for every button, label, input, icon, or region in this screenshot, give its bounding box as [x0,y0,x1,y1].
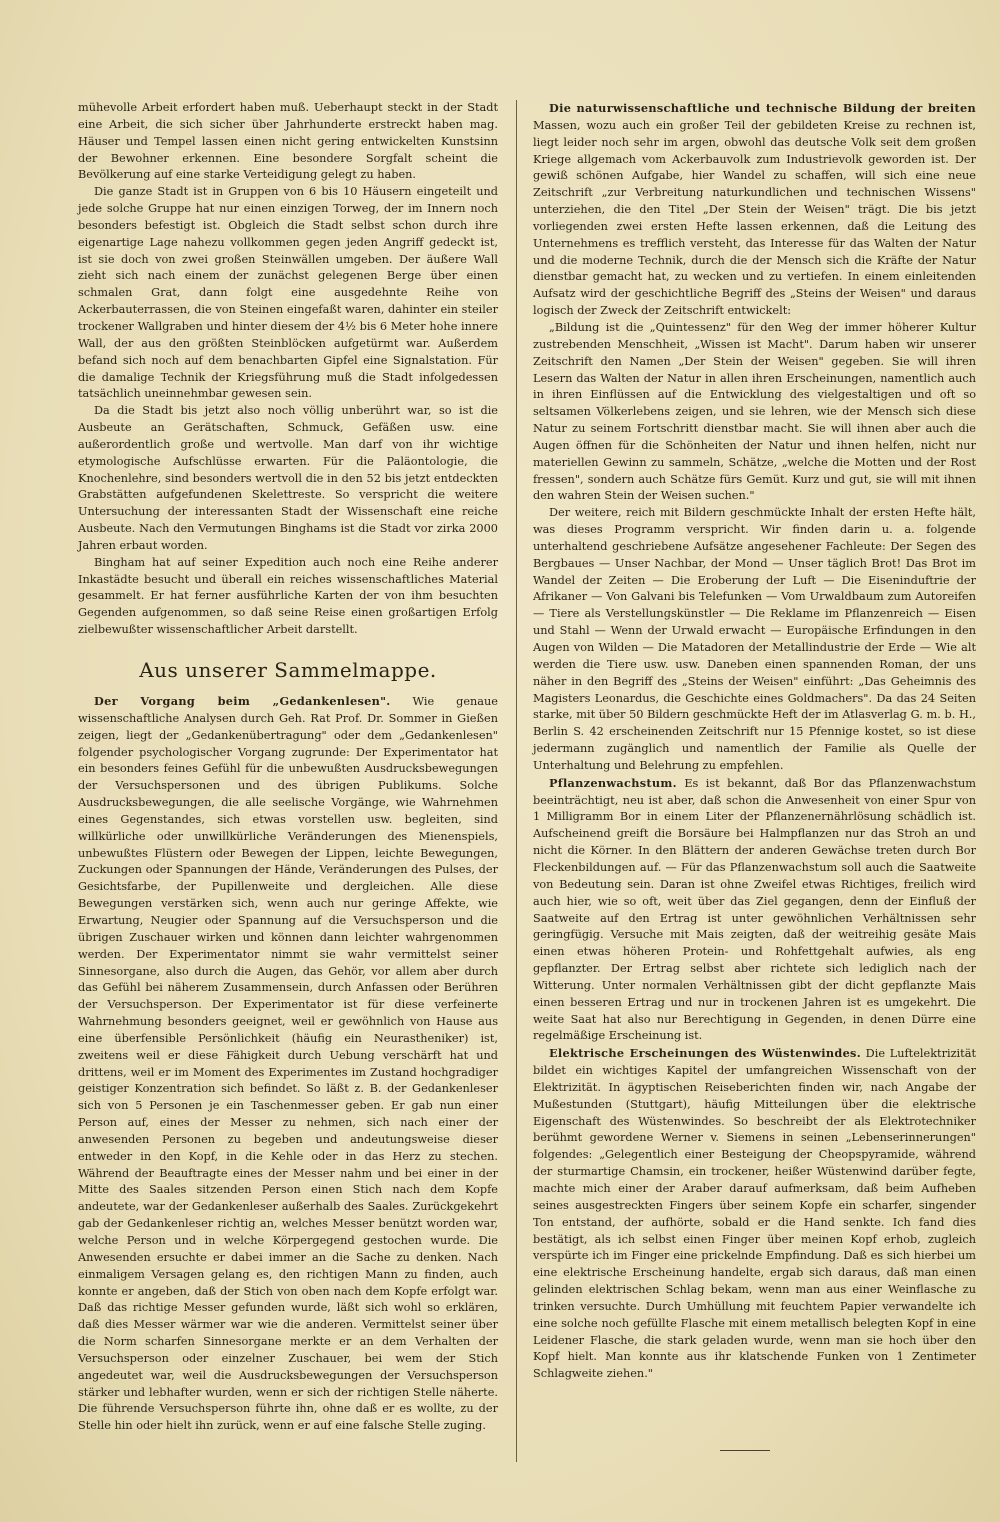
article-lead: Elektrische Erscheinungen des Wüstenwindes. [549,1046,861,1061]
body-paragraph: mühevolle Arbeit erfordert haben muß. Ueberhaupt steckt in der Stadt eine Arbeit, die sich sicher über Jahrhunderte erstreckt haben mag. Häuser und Tempel lassen einen nicht gering entwickelten Kunstsinn der Bewohner erkennen. Eine besondere Sorgfalt scheint die Bevölkerung auf eine starke Verteidigung gelegt zu haben. [78,101,498,182]
left-column [78,100,498,1435]
body-paragraph: Die ganze Stadt ist in Gruppen von 6 bis 10 Häusern eingeteilt und jede solche Gruppe hat nur einen einzigen Torweg, der im Innern noch besonders befestigt ist. Obgleich die Stadt selbst schon durch ihre eigenartige Lage nahezu vollkommen gegen jeden Angriff gedeckt ist, ist sie doch von zwei großen Steinwällen umgeben. Der äußere Wall zieht sich nach einem der zunächst gelegenen Berge über einen schmalen Grat, dann folgt eine ausgedehnte Reihe von Ackerbauterrassen, die von Steinen eingefaßt waren, dahinter ein steiler trockener Wallgraben und hinter diesem der 4½ bis 6 Meter hohe innere Wall, der aus den größten Steinblöcken aufgetürmt war. Außerdem befand sich noch auf dem benachbarten Gipfel eine Signalstation. Für die damalige Technik der Kriegsführung muß die Stadt infolgedessen tatsächlich uneinnehmbar gewesen sein. [78,185,498,401]
article-lead: Der Vorgang beim „Gedankenlesen". [94,694,391,708]
body-paragraph: Der weitere, reich mit Bildern geschmückte Inhalt der ersten Hefte hält, was dieses Programm verspricht. Wir finden darin u. a. folgende unterhaltend geschriebene Aufsätze angesehener Fachleute: Der Segen des Bergbaues — Unser Nachbar, der Mond — Unser täglich Brot! Das Brot im Wandel der Zeiten — Die Eroberung der Luft — Die Eiseninduftrie der Afrikaner — Von Galvani bis Telefunken — Vom Urwaldbaum zum Autoreifen — Tiere als Verstellungskünstler — Die Reklame im Pflanzenreich — Eisen und Stahl — Wenn der Urwald erwacht — Europäische Erfindungen in den Augen von Wilden — Die Matadoren der Metallindustrie der Erde — Wie alt werden die Tiere usw. usw. Daneben einen spannenden Roman, der uns näher in den Begriff des „Steins der Weisen" einführt: „Das Geheimnis des Magisters Leonardus, die Geschichte eines Goldmachers". Da das 24 Seiten starke, mit über 50 Bildern geschmückte Heft der im Atlasverlag G. m. b. H., Berlin S. 42 erscheinenden Zeitschrift nur 15 Pfennige kostet, so ist diese jedermann zugänglich und namentlich der Familie als Quelle der Unterhaltung und Belehrung zu empfehlen. [533,506,976,772]
article-lead: Die naturwissenschaftliche und technische Bildung der breiten [549,101,976,115]
article-paragraph [78,693,498,1435]
article-paragraph [533,100,976,320]
article-lead: Pflanzenwachstum. [549,775,677,790]
article-text: Es ist bekannt, daß Bor das Pflanzenwachstum beeinträchtigt, neu ist aber, daß schon die Anwesenheit von einer Spur von 1 Milligramm Bor in einem Liter der Pflanzenernährlösung schädlich ist. Aufscheinend greift die Borsäure bei Halmpflanzen nur das Stroh an und nicht die Körner. In den Blättern der anderen Gewächse treten durch Bor Fleckenbildungen auf. — Für das Pflanzenwachstum soll auch die Saatweite von Bedeutung sein. Daran ist ohne Zweifel etwas Richtiges, freilich wird auch hier, wie so oft, weit über das Ziel gegangen, denn der Einfluß der Saatweite auf den Ertrag ist unter gewöhnlichen Verhältnissen sehr geringfügig. Versuche mit Mais zeigten, daß der weitreihig gesäte Mais einen etwas höheren Protein- und Rohfettgehalt aufwies, als eng gepflanzter. Der Ertrag selbst aber richtete sich lediglich nach der Witterung. Unter normalen Verhältnissen gibt der dicht gepflanzte Mais einen besseren Ertrag und nur in trockenen Jahren ist es umgekehrt. Die weite Saat hat also nur Berechtigung in Gegenden, in denen Dürre eine regelmäßige Erscheinung ist. [533,776,976,1043]
article-text: Wie genaue wissenschaftliche Analysen durch Geh. Rat Prof. Dr. Sommer in Gießen zeigen, liegt der „Gedankenübertragung" oder dem „Gedankenlesen" folgender psychologischer Vorgang zugrunde: Der Experimentator hat ein besonders feines Gefühl für die unbewußten Ausdrucksbewegungen der Versuchspersonen und des übrigen Publikums. Solche Ausdrucksbewegungen, die alle seelische Vorgänge, wie Wahrnehmen eines Gegenstandes, sich etwas vorstellen usw. begleiten, sind willkürliche oder unwillkürliche Veränderungen des Mienenspiels, unbewußtes Flüstern oder Bewegen der Lippen, leichte Bewegungen, Zuckungen oder Spannungen der Hände, Veränderungen des Pulses, der Gesichtsfarbe, der Pupillenweite und dergleichen. Alle diese Bewegungen verstärken sich, wenn auch nur geringe Affekte, wie Erwartung, Neugier oder Spannung auf die Versuchsperson und die übrigen Zuschauer wirken und können dann leichter wahrgenommen werden. Der Experimentator nimmt sie wahr vermittelst seiner Sinnesorgane, also durch die Augen, das Gehör, vor allem aber durch das Gefühl bei näherem Zusammensein, durch Anfassen oder Berühren der Versuchsperson. Der Experimentator ist für diese verfeinerte Wahrnehmung besonders geeignet, weil er gewöhnlich von Hause aus eine überfensible Persönlichkeit (häufig ein Neurastheniker) ist, zweitens weil er diese Fähigkeit durch Uebung verschärft hat und drittens, weil er im Moment des Experimentes im Zustand hochgradiger geistiger Konzentration sich befindet. So läßt z. B. der Gedankenleser sich von 5 Personen je ein Taschenmesser geben. Er gab nun einer Person auf, eines der Messer zu nehmen, sich nach einer der anwesenden Personen zu begeben und andeutungsweise dieser entweder in den Kopf, in die Kehle oder in das Herz zu stechen. Während der Beauftragte eines der Messer nahm und bei einer in der Mitte des Saales sitzenden Person einen Stich nach dem Kopfe andeutete, war der Gedankenleser außerhalb des Saales. Zurückgekehrt gab der Gedankenleser richtig an, welches Messer benützt worden war, welche Person und in welche Körpergegend gestochen wurde. Die Anwesenden ersuchte er dabei immer an die Sache zu denken. Nach einmaligem Versagen gelang es, den richtigen Mann zu finden, auch konnte er angeben, daß der Stich von oben nach dem Kopfe erfolgt war. Daß das richtige Messer gefunden wurde, läßt sich wohl so erklären, daß dies Messer wärmer war wie die anderen. Vermittelst seiner über die Norm scharfen Sinnesorgane merkte er an dem Verhalten der Versuchsperson oder einzelner Zuschauer, bei wem der Stich angedeutet war, weil die Ausdrucksbewegungen der Versuchsperson stärker und lebhafter wurden, wenn er sich der richtigen Stelle näherte. Die führende Versuchsperson führte ihn, ohne daß er es wollte, zu der Stelle hin oder hielt ihn zurück, wenn er auf eine falsche Stelle zuging. [78,695,498,1433]
article-paragraph [533,1045,976,1383]
end-rule [720,1450,770,1451]
article-text: Massen, wozu auch ein großer Teil der gebildeten Kreise zu rechnen ist, liegt leider noch sehr im argen, obwohl das deutsche Volk seit dem großen Kriege allgemach vom Ackerbauvolk zum Industrievolk geworden ist. Der gewiß schönen Aufgabe, hier Wandel zu schaffen, will sich eine neue Zeitschrift „zur Verbreitung naturkundlichen und technischen Wissens" unterziehen, die den Titel „Der Stein der Weisen" trägt. Die bis jetzt vorliegenden zwei ersten Hefte lassen erkennen, daß die Leitung des Unternehmens es trefflich versteht, das Interesse für das Walten der Natur und die moderne Technik, durch die der Mensch sich die Kräfte der Natur dienstbar gemacht hat, zu wecken und zu vertiefen. In einem einleitenden Aufsatz wird der geschichtliche Begriff des „Steins der Weisen" und daraus logisch der Zweck der Zeitschrift entwickelt: [533,118,976,318]
right-column [533,100,976,1383]
column-divider [516,100,517,1462]
body-paragraph: Bingham hat auf seiner Expedition auch noch eine Reihe anderer Inkastädte besucht und überall ein reiches wissenschaftliches Material gesammelt. Er hat ferner ausführliche Karten der von ihm besuchten Gegenden aufgenommen, so daß seine Reise einen großartigen Erfolg zielbewußter wissenschaftlicher Arbeit darstellt. [78,555,498,637]
quote-paragraph: „Bildung ist die „Quintessenz" für den Weg der immer höherer Kultur zustrebenden Menschheit, „Wissen ist Macht". Darum haben wir unserer Zeitschrift den Namen „Der Stein der Weisen" gegeben. Sie will ihren Lesern das Walten der Natur in allen ihren Erscheinungen, namentlich auch in ihren Einflüssen auf die Entwicklung des vielgestaltigen und oft so seltsamen Völkerlebens zeigen, und sie lehren, wie der Mensch sich diese Natur zu seinem Fortschritt dienstbar macht. Sie will ihnen aber auch die Augen öffnen für die Schönheiten der Natur und ihnen helfen, nicht nur materiellen Gewinn zu sammeln, Schätze, „welche die Motten und der Rost fressen", sondern auch Schätze fürs Gemüt. Kurz und gut, sie will mit ihnen den wahren Stein der Weisen suchen." [533,320,976,503]
section-title: Aus unserer Sammelmappe. [139,658,437,682]
article-paragraph [533,775,976,1046]
body-paragraph: Da die Stadt bis jetzt also noch völlig unberührt war, so ist die Ausbeute an Gerätschaften, Schmuck, Gefäßen usw. eine außerordentlich große und wertvolle. Man darf von ihr wichtige etymologische Aufschlüsse erwarten. Für die Paläontologie, die Knochenlehre, sind besonders wertvoll die in den 52 bis jetzt entdeckten Grabstätten aufgefundenen Skelettreste. So verspricht die weitere Untersuchung der interessanten Stadt der Wissenschaft eine reiche Ausbeute. Nach den Vermutungen Binghams ist die Stadt vor zirka 2000 Jahren erbaut worden. [78,404,498,552]
article-text: Die Luftelektrizität bildet ein wichtiges Kapitel der umfangreichen Wissenschaft von der Elektrizität. In ägyptischen Reiseberichten finden wir, nach Angabe der Mußestunden (Stuttgart), häufig Mitteilungen über die elektrische Eigenschaft des Wüstenwindes. So beschreibt der als Elektrotechniker berühmt gewordene Werner v. Siemens in seinen „Lebenserinnerungen" folgendes: „Gelegentlich einer Besteigung der Cheopspyramide, während der sturmartige Chamsin, ein trockener, heißer Wüstenwind darüber fegte, machte mich einer der Araber darauf aufmerksam, daß beim Aufheben seines ausgestreckten Fingers über seinem Kopfe ein scharfer, singender Ton entstand, der aufhörte, sobald er die Hand senkte. Ich fand dies bestätigt, als ich selbst einen Finger über meinen Kopf erhob, zugleich verspürte ich im Finger eine prickelnde Empfindung. Daß es sich hierbei um eine elektrische Erscheinung handelte, ergab sich daraus, daß man einen gelinden elektrischen Schlag bekam, wenn man aus einer Weinflasche zu trinken versuchte. Durch Umhüllung mit feuchtem Papier verwandelte ich eine solche noch gefüllte Flasche mit einem metallisch belegten Kopf in eine Leidener Flasche, die stark geladen wurde, wenn man sie hoch über den Kopf hielt. Man konnte aus ihr klatschende Funken von 1 Zentimeter Schlagweite ziehen." [533,1047,976,1381]
